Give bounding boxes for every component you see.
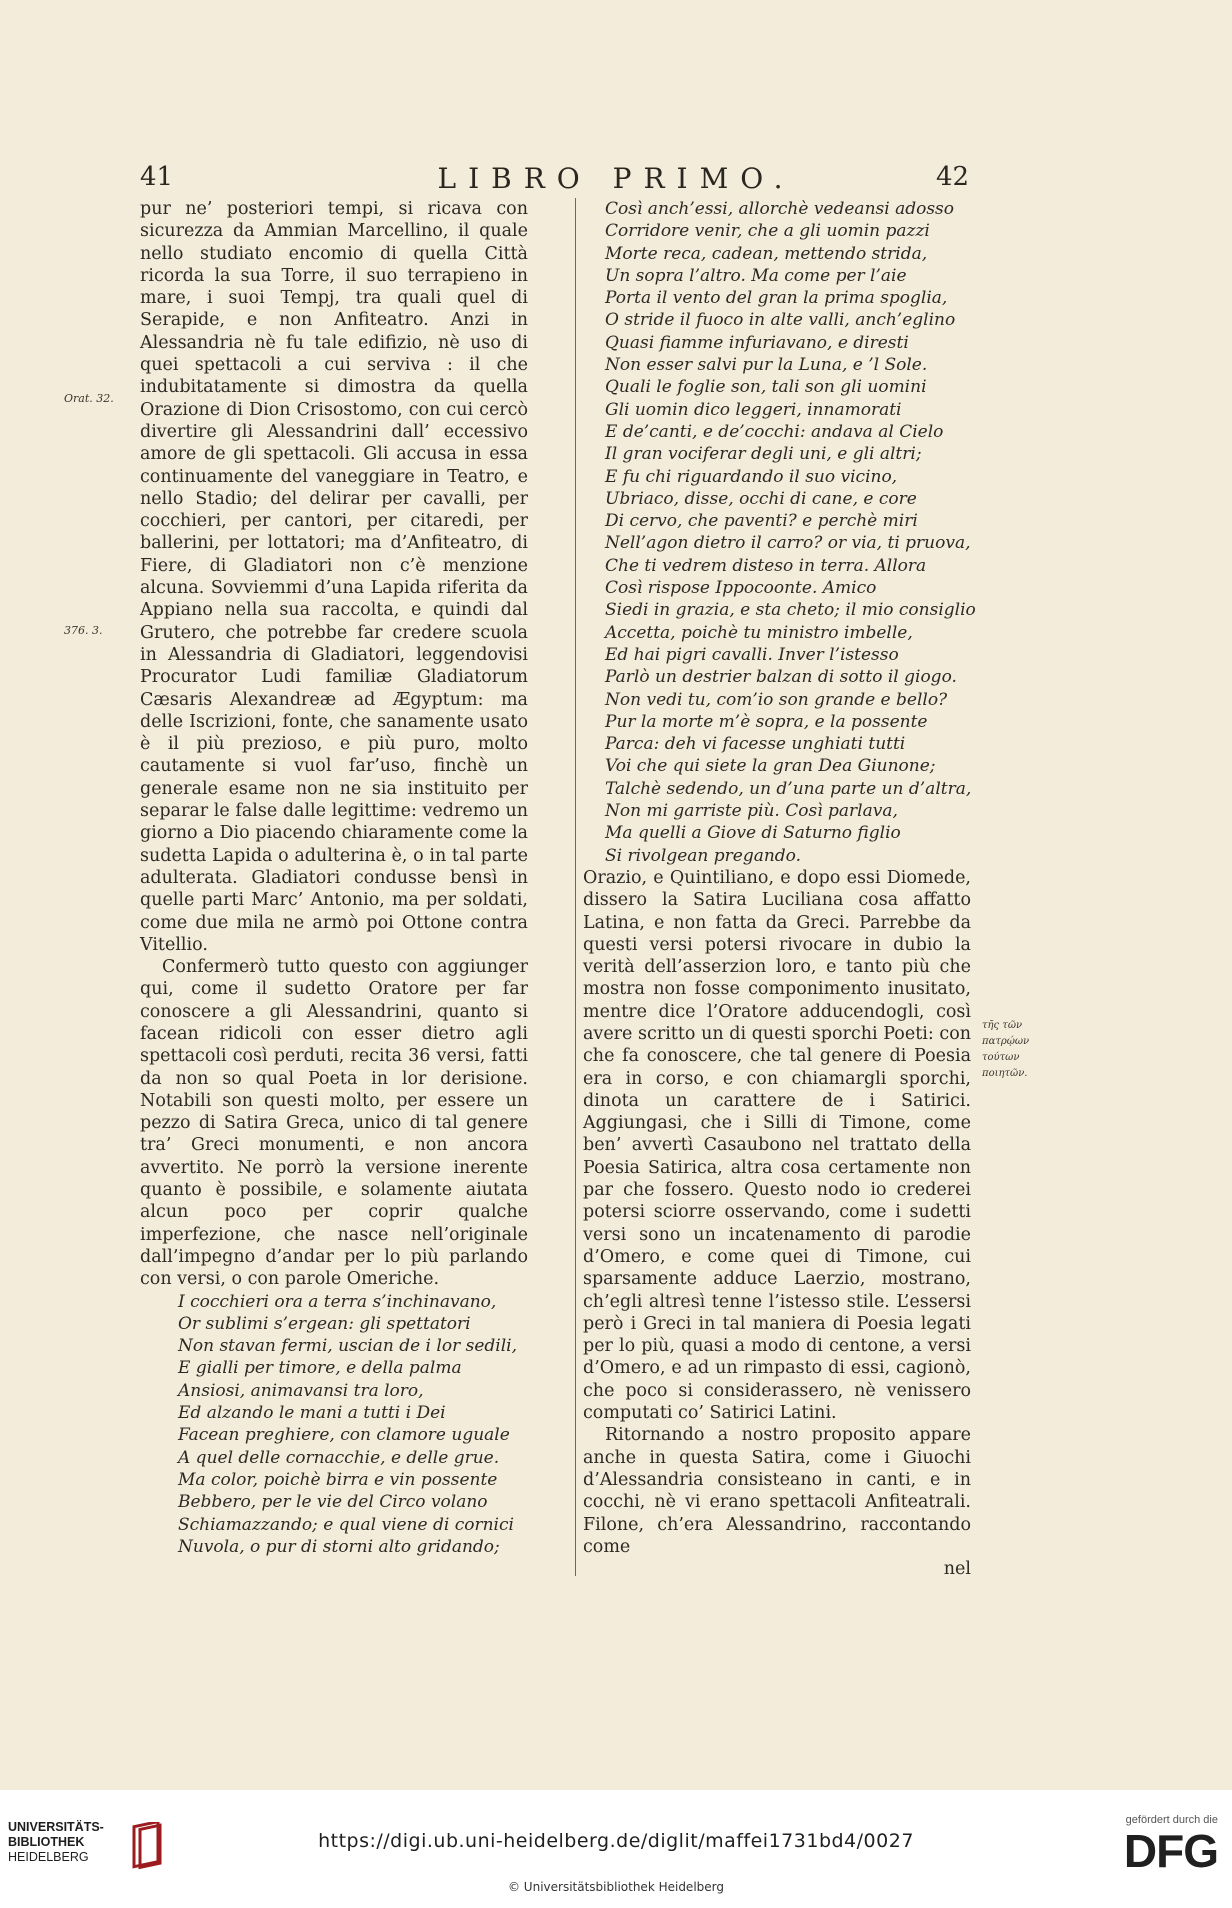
- verse-line: Così anch’essi, allorchè vedeansi adosso: [605, 199, 955, 219]
- verse-line: Ma quelli a Giove di Saturno figlio: [605, 823, 901, 844]
- verse-line: Schiamazzando; e qual viene di cornici: [178, 1514, 514, 1535]
- column-divider: [575, 198, 576, 1576]
- verse-line: I cocchieri ora a terra s’inchinavano,: [178, 1291, 497, 1312]
- copyright-notice: © Universitätsbibliothek Heidelberg: [507, 1880, 724, 1894]
- left-paragraph-1: pur ne’ posteriori tempi, si ricava con sicurezza da Ammian Marcellino, il quale nello studiato encomio di quella Città ricorda la sua Torre, il suo terrapieno in mare, i suoi Tempj, tra quali quel di Serapide, e non Anfiteatro. Anzi in Alessandria nè fu tale edifizio, nè uso di quei spettacoli a cui serviva : il che indubitatamente si dimostra da quella Orazione di Dion Crisostomo, con cui cercò divertire gli Alessandrini dall’ eccessivo amore de gli spettacoli. Gli accusa in essa continuamente del vaneggiare in Teatro, e nello Stadio; del delirar per cavalli, per cocchieri, per cantori, per citaredi, per ballerini, per lottatori; ma d’Anfiteatro, di Fiere, di Gladiatori non c’è menzione alcuna. Sovviemmi d’una Lapida riferita da Appiano nella sua raccolta, e quindi dal Grutero, che potrebbe far credere scuola in Alessandria di Gladiatori, leggendovisi Procurator Ludi familiæ Gladiatorum Cæsaris Alexandreæ ad Ægyptum: ma delle Iscrizioni, fonte, che sanamente usato è il più prezioso, e più puro, molto cautamente si vuol far’uso, finchè un generale esame non ne sia instituito per separar le false dalle legittime: vedremo un giorno a Dio piacendo chiaramente come la sudetta Lapida o adulterina è, o in tal parte adulterata. Gladiatori condusse bensì in quelle parti Marc’ Antonio, ma per soldati, come due mila ne armò poi Ottone contra Vitellio.: [140, 199, 528, 955]
- verse-line: Siedi in grazia, e sta cheto; il mio consiglio: [605, 600, 976, 621]
- verse-line: Un sopra l’altro. Ma come per l’aie: [605, 265, 907, 286]
- right-paragraph-1: Orazio, e Quintiliano, e dopo essi Diomede, dissero la Satira Luciliana cosa affatto Latina, e non fatta da Greci. Parrebbe da questi versi potersi rivocare in dubio la verità dell’asserzion loro, e tanto più che mostra non fosse componimento inusitato, mentre dice l’Oratore adducendogli, così avere scritto un di questi sporchi Poeti: con che fa conoscere, che tal genere di Poesia era in corso, e con chiamargli sporchi, dinota un carattere de i Satirici. Aggiungasi, che i Silli di Timone, come ben’ avvertì Casaubono nel trattato della Poesia Satirica, altra cosa certamente non par che fossero. Questo nodo io crederei potersi sciorre osservando, come i sudetti versi sono un incatenamento di parodie d’Omero, e come quei di Timone, cui sparsamente adduce Laerzio, mostrano, ch’egli altresì tenne l’istesso stile. L’essersi però i Greci in tal maniera di Poesia legati per lo più, quasi a modo di centone, a versi d’Omero, e ad un rimpasto di essi, cagionò, che poco si considerassero, nè venissero computati co’ Satirici Latini.: [583, 867, 971, 1424]
- funder-label: gefördert durch die: [1125, 1814, 1218, 1826]
- verse-line: Quasi fiamme infuriavano, e diresti: [605, 332, 909, 353]
- verse-line: Voi che qui siete la gran Dea Giunone;: [605, 756, 936, 777]
- verse-line: Ubriaco, disse, occhi di cane, e core: [605, 488, 917, 509]
- verse-line: Gli uomin dico leggeri, innamorati: [605, 399, 902, 420]
- library-line: BIBLIOTHEK: [8, 1835, 85, 1849]
- verse-line: Non vedi tu, com’io son grande e bello?: [605, 689, 948, 710]
- right-column: [583, 198, 976, 1580]
- verse-line: Così rispose Ippocoonte. Amico: [605, 578, 877, 599]
- verse-line: Non mi garriste più. Così parlava,: [605, 801, 898, 822]
- verse-line: Corridore venir, che a gli uomin pazzi: [605, 221, 930, 242]
- left-verse-block: [140, 1291, 528, 1559]
- verse-line: Non stavan fermi, uscian de i lor sedili,: [178, 1336, 517, 1357]
- library-line: HEIDELBERG: [8, 1850, 89, 1864]
- funder-logo: [1088, 1814, 1218, 1876]
- verse-line: Ma color, poichè birra e vin possente: [178, 1469, 498, 1490]
- right-paragraph-2: Ritornando a nostro proposito appare anche in questa Satira, come i Giuochi d’Alessandria consisteano in canti, e in cocchi, nè vi erano spettacoli Anfiteatrali. Filone, ch’era Alessandrino, raccontando come: [583, 1425, 971, 1557]
- right-verse-block: [583, 198, 976, 867]
- verse-line: Or sublimi s’ergean: gli spettatori: [178, 1313, 471, 1334]
- verse-line: Non esser salvi pur la Luna, e ’l Sole.: [605, 355, 928, 376]
- page-url-link[interactable]: https://digi.ub.uni-heidelberg.de/diglit/maffei1731bd4/0027: [318, 1830, 914, 1852]
- verse-line: Si rivolgean pregando.: [605, 845, 802, 866]
- verse-line: Nuvola, o pur di storni alto gridando;: [178, 1536, 500, 1557]
- page-number-right: 42: [936, 162, 970, 192]
- catchword: nel: [943, 1559, 971, 1580]
- verse-line: Parlò un destrier balzan di sotto il giogo.: [605, 667, 957, 688]
- verse-line: Che ti vedrem disteso in terra. Allora: [605, 555, 927, 576]
- verse-line: A quel delle cornacchie, e delle grue.: [178, 1447, 500, 1468]
- viewer-footer: [0, 1808, 1232, 1908]
- verse-line: E gialli per timore, e della palma: [178, 1358, 462, 1379]
- left-column: [140, 198, 528, 1558]
- verse-line: O stride il fuoco in alte valli, anch’eglino: [605, 310, 956, 331]
- page-number-left: 41: [140, 162, 174, 192]
- running-title: LIBRO PRIMO.: [437, 162, 795, 195]
- verse-line: Morte reca, cadean, mettendo strida,: [605, 243, 928, 264]
- verse-line: Pur la morte m’è sopra, e la possente: [605, 711, 928, 732]
- verse-line: E de’canti, e de’cocchi: andava al Cielo: [605, 421, 944, 442]
- verse-line: Porta il vento del gran la prima spoglia,: [605, 288, 948, 309]
- verse-line: Ansiosi, animavansi tra loro,: [178, 1380, 424, 1401]
- margin-note-greek: τῆς τῶν πατρῴων τούτων ποιητῶν.: [982, 1020, 1030, 1079]
- margin-note-reference: 376. 3.: [64, 624, 103, 637]
- verse-line: Bebbero, per le vie del Circo volano: [178, 1492, 488, 1513]
- verse-line: Ed alzando le mani a tutti i Dei: [178, 1403, 446, 1424]
- dfg-logo-text: DFG: [1123, 1825, 1218, 1877]
- verse-line: Accetta, poichè tu ministro imbelle,: [605, 622, 913, 643]
- library-line: UNIVERSITÄTS-: [8, 1820, 104, 1834]
- verse-line: Quali le foglie son, tali son gli uomini: [605, 377, 927, 398]
- verse-line: Parca: deh vi facesse unghiati tutti: [605, 734, 906, 755]
- verse-line: Talchè sedendo, un d’una parte un d’altra,: [605, 778, 972, 799]
- left-paragraph-2: Confermerò tutto questo con aggiunger qui, come il sudetto Oratore per far conoscere a gli Alessandrini, quanto si facean ridicoli con esser dietro agli spettacoli così perduti, recita 36 versi, fatti da non so qual Poeta in lor derisione. Notabili son questi molto, per essere un pezzo di Satira Greca, unico di tal genere tra’ Greci monumenti, e non ancora avvertito. Ne porrò la versione inerente quanto è possibile, e solamente aiutata alcun poco per coprir qualche imperfezione, che nasce nell’originale dall’impegno d’andar per lo più parlando con versi, o con parole Omeriche.: [140, 957, 528, 1290]
- verse-line: E fu chi riguardando il suo vicino,: [605, 466, 898, 487]
- verse-line: Il gran vociferar degli uni, e gli altri;: [605, 444, 922, 465]
- margin-note-orat: Orat. 32.: [64, 392, 114, 405]
- verse-line: Di cervo, che paventi? e perchè miri: [605, 511, 918, 532]
- verse-line: Nell’agon dietro il carro? or via, ti pruova,: [605, 533, 971, 554]
- verse-line: Ed hai pigri cavalli. Inver l’istesso: [605, 644, 899, 665]
- verse-line: Facean preghiere, con clamore uguale: [178, 1425, 510, 1446]
